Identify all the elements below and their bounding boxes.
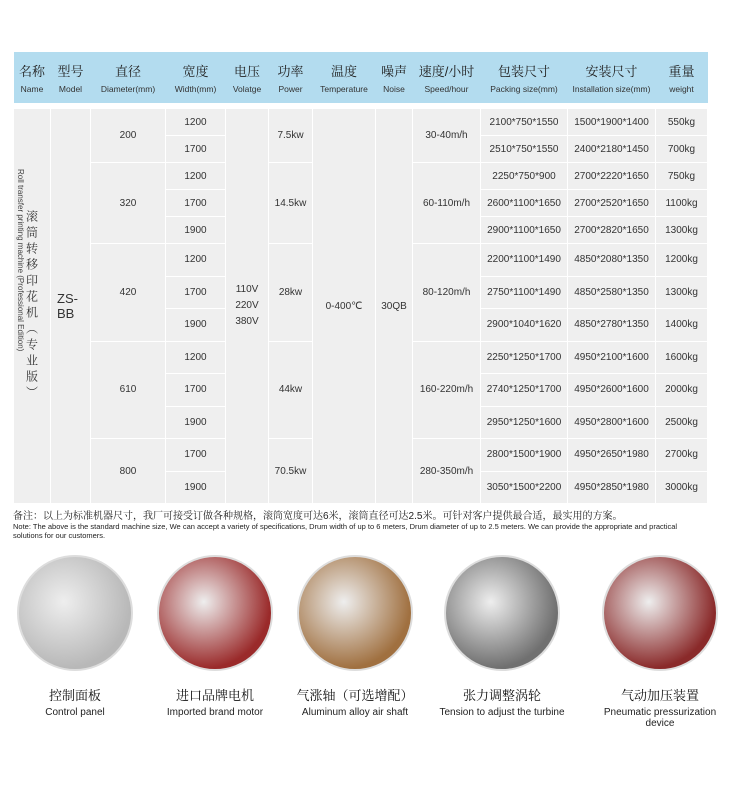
header-cn: 直径	[114, 64, 141, 79]
installation-size: 1500*1900*1400	[568, 109, 656, 136]
installation-size: 4950*2650*1980	[568, 439, 656, 472]
power: 44kw	[269, 341, 313, 439]
packing-size: 2950*1250*1600	[481, 406, 568, 439]
header-power	[269, 52, 313, 103]
header-en: Diameter(mm)	[100, 84, 156, 94]
header-cn: 重量	[668, 64, 695, 79]
header-cn: 速度/小时	[418, 64, 475, 79]
feature-cn: 进口品牌电机	[175, 688, 254, 703]
temperature: 0-400℃	[313, 109, 376, 504]
feature-item	[145, 555, 285, 718]
feature-en: Control panel	[45, 707, 105, 718]
width: 1700	[166, 374, 226, 407]
header-en: Width(mm)	[174, 84, 217, 94]
width: 1900	[166, 471, 226, 504]
packing-size: 2740*1250*1700	[481, 374, 568, 407]
packing-size: 2800*1500*1900	[481, 439, 568, 472]
width: 1200	[166, 109, 226, 136]
note-cn: 备注：以上为标准机器尺寸，我厂可接受订做各种规格，滚筒宽度可达6米，滚筒直径可达2.5米。可针对客户提供最合适，最实用的方案。	[13, 511, 623, 522]
model: ZS-BB	[51, 109, 91, 504]
weight: 1300kg	[656, 217, 708, 244]
packing-size: 2510*750*1550	[481, 136, 568, 163]
diameter: 200	[91, 109, 166, 163]
header-en: Name	[20, 84, 44, 94]
header-en: weight	[669, 84, 694, 94]
width: 1900	[166, 406, 226, 439]
packing-size: 2900*1040*1620	[481, 309, 568, 342]
table-header	[14, 52, 708, 103]
header-volatge	[226, 52, 269, 103]
diameter: 420	[91, 244, 166, 342]
width: 1700	[166, 439, 226, 472]
feature-cn: 气动加压装置	[620, 688, 699, 703]
power: 14.5kw	[269, 163, 313, 244]
header-packing-size-mm-	[481, 52, 568, 103]
feature-cn: 张力调整涡轮	[462, 688, 541, 703]
installation-size: 4850*2080*1350	[568, 244, 656, 277]
packing-size: 2600*1100*1650	[481, 190, 568, 217]
power: 70.5kw	[269, 439, 313, 504]
machine-name	[14, 109, 51, 504]
header-en: Noise	[383, 84, 405, 94]
note-en: Note: The above is the standard machine size, We can accept a variety of specifications, Drum width of up to 6 meters, Drum diameter of up to 2.5 meters. We can provide the appropriate and practical solutions for our customers.	[13, 522, 678, 540]
power: 28kw	[269, 244, 313, 342]
header-cn: 功率	[277, 64, 304, 79]
header-name	[14, 52, 51, 103]
header-diameter-mm-	[91, 52, 166, 103]
header-en: Volatge	[232, 84, 262, 94]
weight: 1600kg	[656, 341, 708, 374]
header-cn: 电压	[233, 64, 260, 79]
width: 1200	[166, 244, 226, 277]
header-cn: 噪声	[380, 64, 407, 79]
feature-item	[285, 555, 425, 718]
diameter: 800	[91, 439, 166, 504]
speed: 280-350m/h	[413, 439, 481, 504]
feature-en: Imported brand motor	[166, 707, 264, 718]
width: 1200	[166, 341, 226, 374]
packing-size: 2250*1250*1700	[481, 341, 568, 374]
weight: 750kg	[656, 163, 708, 190]
feature-photo	[17, 555, 133, 671]
feature-en: Aluminum alloy air shaft	[301, 707, 409, 718]
noise: 30QB	[376, 109, 413, 504]
installation-size: 2700*2820*1650	[568, 217, 656, 244]
width: 1200	[166, 163, 226, 190]
packing-size: 2900*1100*1650	[481, 217, 568, 244]
weight: 1300kg	[656, 276, 708, 309]
header-width-mm-	[166, 52, 226, 103]
spec-table	[13, 52, 708, 504]
width: 1700	[166, 276, 226, 309]
header-en: Installation size(mm)	[572, 84, 651, 94]
feature-photo	[297, 555, 413, 671]
weight: 3000kg	[656, 471, 708, 504]
packing-size: 2750*1100*1490	[481, 276, 568, 309]
packing-size: 3050*1500*2200	[481, 471, 568, 504]
weight: 1400kg	[656, 309, 708, 342]
feature-cn: 气涨轴（可选增配）	[296, 688, 414, 703]
header-cn: 名称	[18, 64, 45, 79]
packing-size: 2250*750*900	[481, 163, 568, 190]
header-weight	[656, 52, 708, 103]
weight: 2700kg	[656, 439, 708, 472]
diameter: 610	[91, 341, 166, 439]
feature-cn: 控制面板	[48, 688, 101, 703]
name-cn: 滚筒转移印花机（专业版）	[24, 210, 39, 402]
feature-photo	[444, 555, 560, 671]
header-en: Power	[278, 84, 303, 94]
weight: 700kg	[656, 136, 708, 163]
power: 7.5kw	[269, 109, 313, 163]
weight: 1100kg	[656, 190, 708, 217]
installation-size: 4850*2580*1350	[568, 276, 656, 309]
weight: 2500kg	[656, 406, 708, 439]
feature-item	[5, 555, 145, 718]
header-en: Model	[58, 84, 83, 94]
header-en: Packing size(mm)	[490, 84, 558, 94]
feature-photo	[602, 555, 718, 671]
speed: 80-120m/h	[413, 244, 481, 342]
feature-photo	[157, 555, 273, 671]
header-temperature	[313, 52, 376, 103]
weight: 1200kg	[656, 244, 708, 277]
speed: 160-220m/h	[413, 341, 481, 439]
width: 1700	[166, 190, 226, 217]
feature-item	[432, 555, 572, 718]
feature-en: Tension to adjust the turbine	[439, 707, 565, 718]
diameter: 320	[91, 163, 166, 244]
header-cn: 宽度	[182, 64, 209, 79]
header-model	[51, 52, 91, 103]
feature-en: Pneumatic pressurization device	[603, 707, 717, 729]
speed: 30-40m/h	[413, 109, 481, 163]
installation-size: 4950*2600*1600	[568, 374, 656, 407]
name-en: Roll transfer printing machine (Professional Edition)	[16, 169, 25, 352]
header-installation-size-mm-	[568, 52, 656, 103]
table-row	[14, 109, 708, 136]
installation-size: 4850*2780*1350	[568, 309, 656, 342]
feature-item	[590, 555, 730, 729]
weight: 2000kg	[656, 374, 708, 407]
voltage: 110V 220V 380V	[226, 109, 269, 504]
weight: 550kg	[656, 109, 708, 136]
installation-size: 4950*2100*1600	[568, 341, 656, 374]
speed: 60-110m/h	[413, 163, 481, 244]
header-speed-hour	[413, 52, 481, 103]
header-cn: 型号	[57, 64, 84, 79]
installation-size: 2700*2520*1650	[568, 190, 656, 217]
installation-size: 2400*2180*1450	[568, 136, 656, 163]
width: 1900	[166, 217, 226, 244]
packing-size: 2200*1100*1490	[481, 244, 568, 277]
header-en: Speed/hour	[424, 84, 469, 94]
width: 1700	[166, 136, 226, 163]
header-cn: 安装尺寸	[585, 64, 638, 79]
header-noise	[376, 52, 413, 103]
installation-size: 4950*2850*1980	[568, 471, 656, 504]
packing-size: 2100*750*1550	[481, 109, 568, 136]
width: 1900	[166, 309, 226, 342]
installation-size: 4950*2800*1600	[568, 406, 656, 439]
header-en: Temperature	[320, 84, 368, 94]
header-cn: 包装尺寸	[497, 64, 550, 79]
header-cn: 温度	[330, 64, 357, 79]
installation-size: 2700*2220*1650	[568, 163, 656, 190]
